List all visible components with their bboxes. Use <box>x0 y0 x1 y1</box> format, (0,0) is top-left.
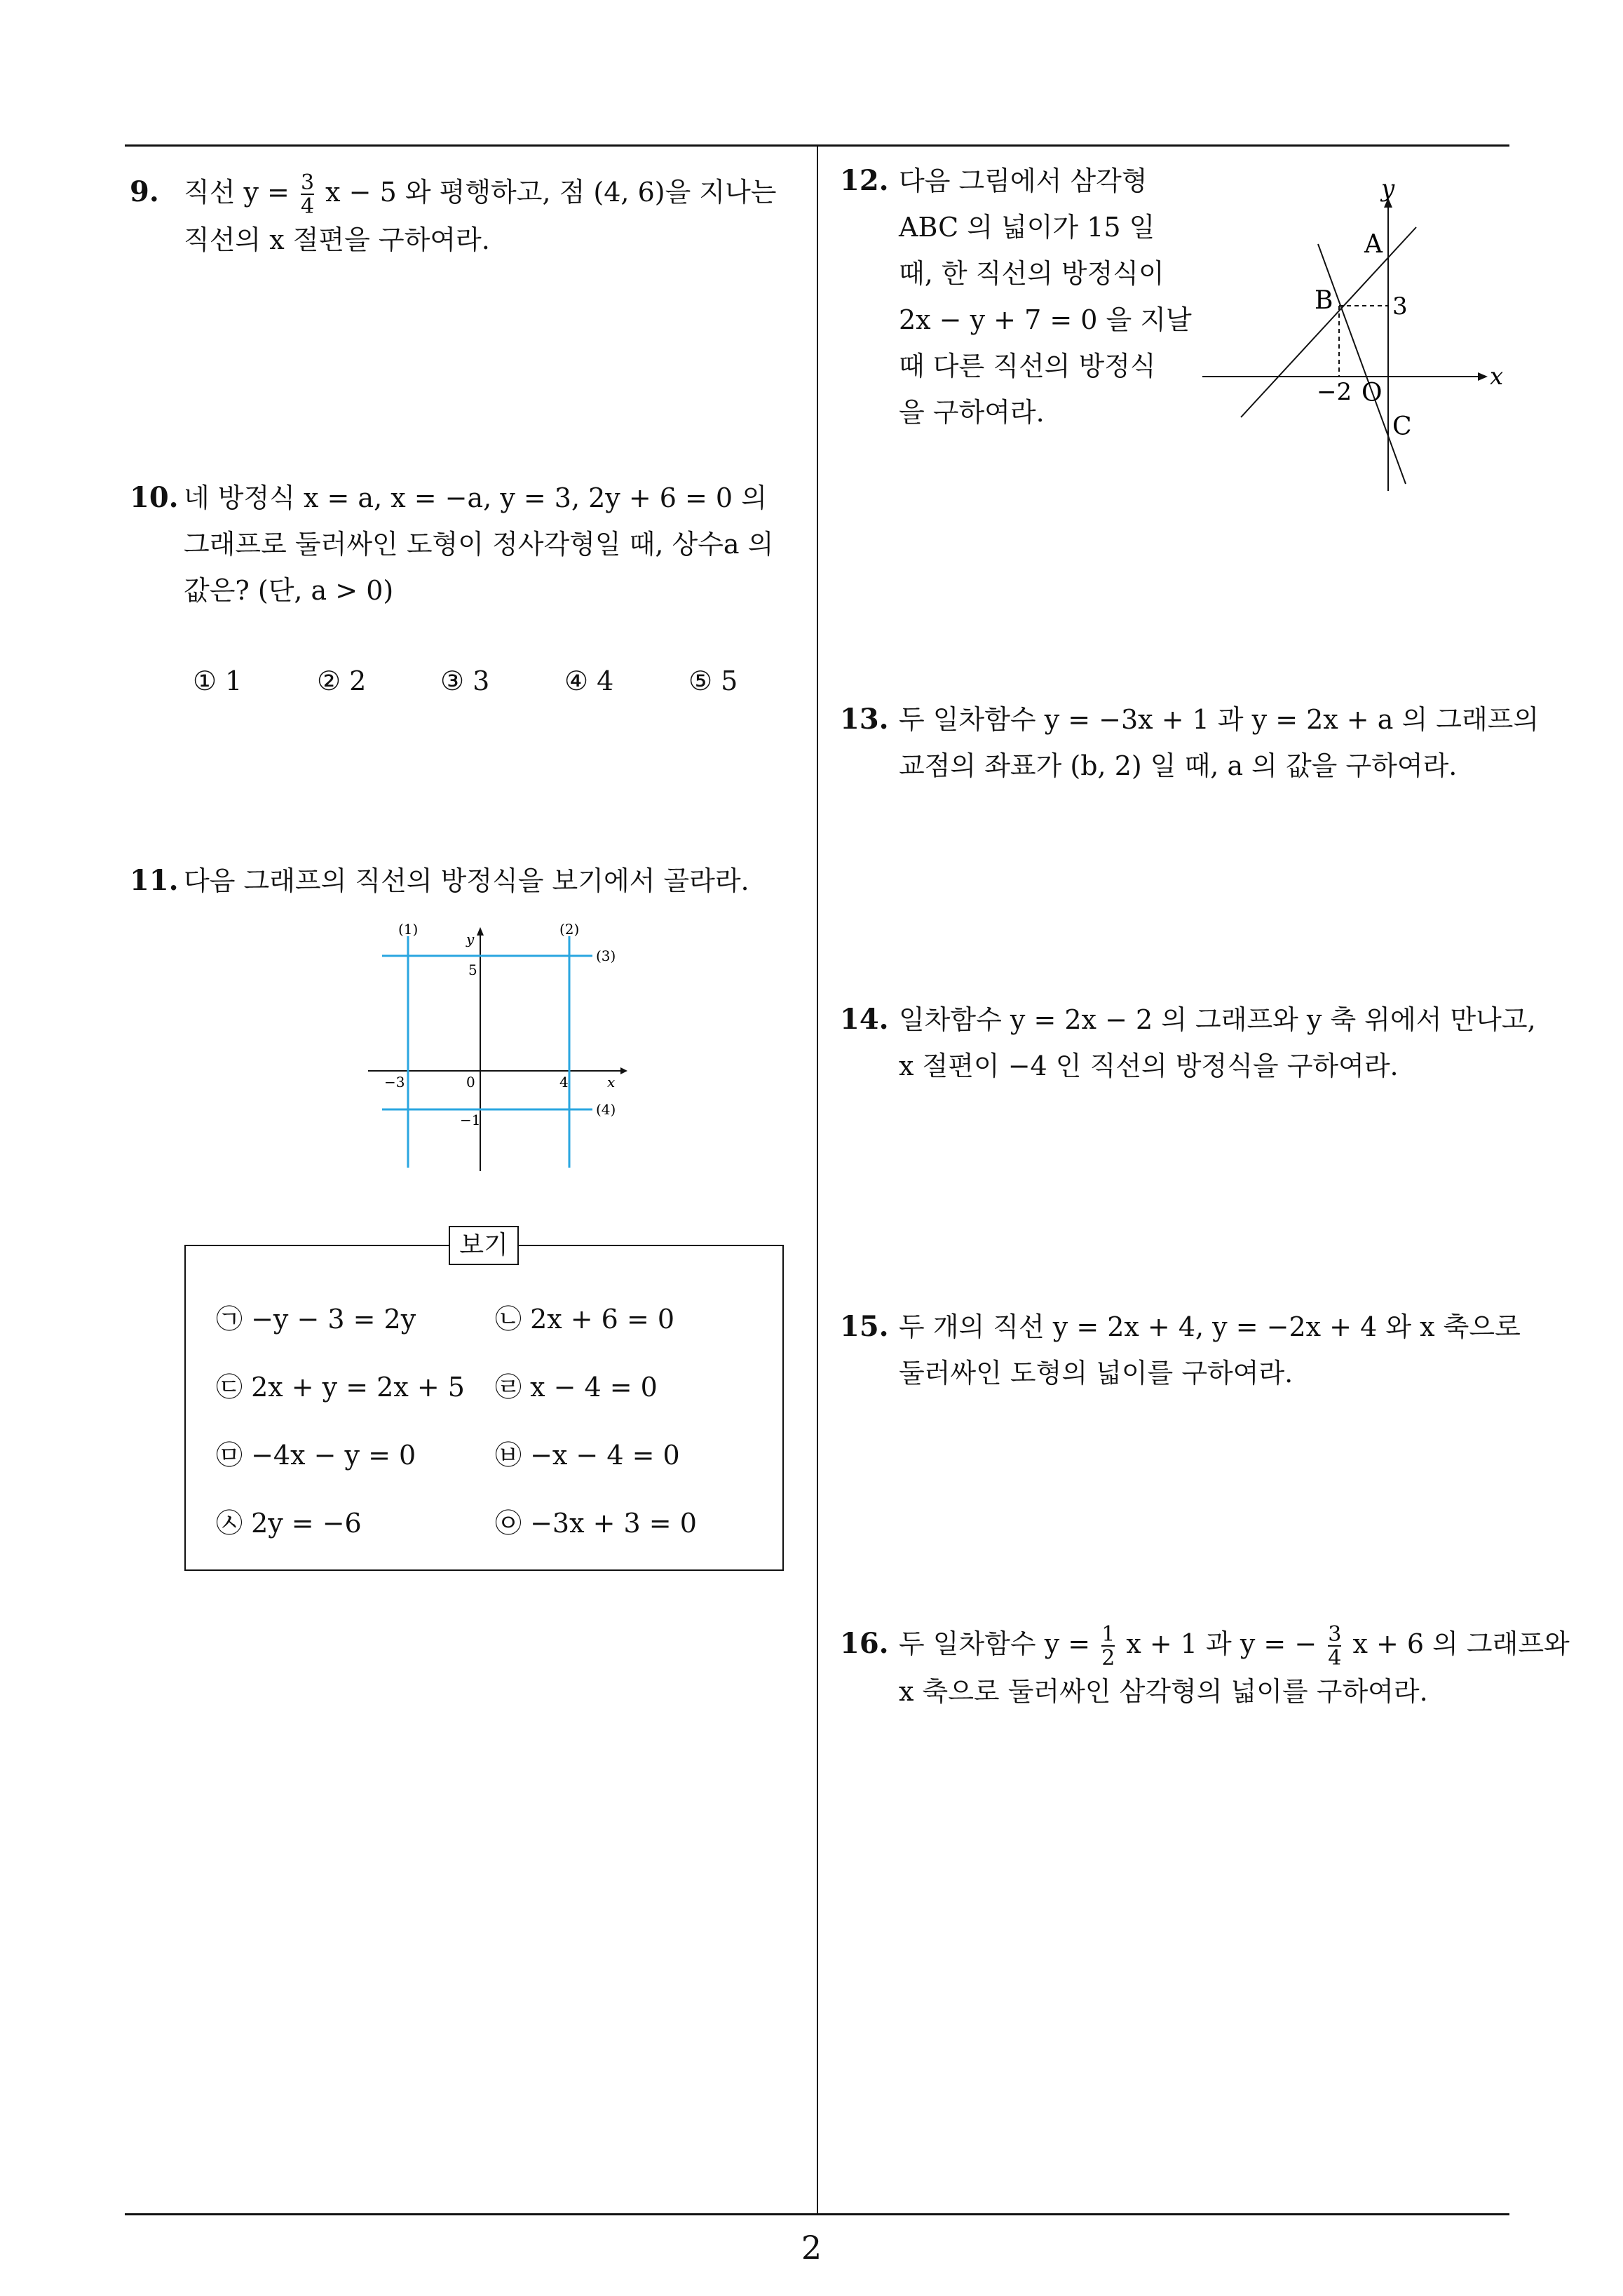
question-number: 13. <box>840 703 889 736</box>
y-axis-arrow <box>477 927 484 936</box>
text-fragment: 두 일차함수 y = <box>899 1628 1091 1659</box>
x-axis-label: x <box>607 1074 616 1090</box>
question-number: 15. <box>840 1310 889 1343</box>
fraction-2 <box>1328 1621 1342 1670</box>
question-text-line-2: x 절편이 −4 인 직선의 방정식을 구하여라. <box>899 1051 1399 1081</box>
question-text-line-5: 때 다른 직선의 방정식 <box>899 351 1156 381</box>
question-number: 11. <box>130 864 179 897</box>
x-axis-arrow <box>1478 372 1488 381</box>
question-text-line-1: 두 개의 직선 y = 2x + 4, y = −2x + 4 와 x 축으로 <box>899 1311 1521 1342</box>
tick-neg3: −3 <box>384 1074 405 1090</box>
tick-neg1: −1 <box>460 1112 481 1128</box>
bogi-item-7[interactable]: ㉦ 2y = −6 <box>216 1508 362 1539</box>
label-line-2: (2) <box>559 921 580 938</box>
question-text-line-2: ABC 의 넓이가 15 일 <box>899 212 1155 243</box>
question-number: 16. <box>840 1627 889 1660</box>
q12-figure <box>1192 175 1514 498</box>
text-fragment: x + 6 의 그래프와 <box>1352 1628 1570 1659</box>
fraction <box>300 170 315 219</box>
tick-neg2: −2 <box>1317 378 1352 406</box>
choice-1[interactable]: ① 1 <box>193 666 243 696</box>
question-text-line-1 <box>184 170 777 217</box>
numerator: 3 <box>1328 1621 1342 1647</box>
question-text-line-1: 네 방정식 x = a, x = −a, y = 3, 2y + 6 = 0 의 <box>184 482 767 513</box>
question-number: 10. <box>130 481 179 514</box>
bogi-item-1[interactable]: ㉠ −y − 3 = 2y <box>216 1304 416 1335</box>
question-text-line-2: 교점의 좌표가 (b, 2) 일 때, a 의 값을 구하여라. <box>899 750 1458 781</box>
question-number: 9. <box>130 175 159 208</box>
question-text-line-1: 다음 그림에서 삼각형 <box>899 166 1148 196</box>
bogi-item-4[interactable]: ㉣ x − 4 = 0 <box>495 1372 658 1403</box>
origin-label: O <box>1361 379 1383 407</box>
y-axis-label: y <box>1381 175 1395 203</box>
label-line-1: (1) <box>398 921 419 938</box>
text-fragment: 직선 y = <box>184 177 290 208</box>
point-c-label: C <box>1392 412 1412 441</box>
bogi-item-2[interactable]: ㉡ 2x + 6 = 0 <box>495 1304 675 1335</box>
bogi-item-8[interactable]: ㉧ −3x + 3 = 0 <box>495 1508 697 1539</box>
question-number: 12. <box>840 164 889 197</box>
label-line-3: (3) <box>596 947 616 964</box>
bogi-item-5[interactable]: ㉤ −4x − y = 0 <box>216 1440 416 1471</box>
tick-5: 5 <box>468 961 477 978</box>
question-text-line-3: 값은? (단, a > 0) <box>184 575 394 606</box>
question-text-line-2: 둘러싸인 도형의 넓이를 구하여라. <box>899 1358 1293 1389</box>
label-line-4: (4) <box>596 1101 616 1118</box>
question-text-line-2: x 축으로 둘러싸인 삼각형의 넓이를 구하여라. <box>899 1676 1428 1707</box>
choice-2[interactable]: ② 2 <box>317 666 367 696</box>
question-number: 14. <box>840 1003 889 1036</box>
choice-5[interactable]: ⑤ 5 <box>688 666 738 696</box>
text-fragment: x − 5 와 평행하고, 점 (4, 6)을 지나는 <box>325 177 777 208</box>
bogi-item-3[interactable]: ㉢ 2x + y = 2x + 5 <box>216 1372 465 1403</box>
question-text-line-2: 그래프로 둘러싸인 도형이 정사각형일 때, 상수a 의 <box>184 529 774 560</box>
bogi-title: 보기 <box>449 1226 519 1265</box>
bogi-item-6[interactable]: ㉥ −x − 4 = 0 <box>495 1440 680 1471</box>
column-divider <box>817 146 818 2215</box>
fraction-1 <box>1101 1621 1115 1670</box>
denominator: 2 <box>1101 1645 1115 1670</box>
question-text-line-4: 2x − y + 7 = 0 을 지날 <box>899 304 1192 335</box>
question-text-line-2: 직선의 x 절편을 구하여라. <box>184 224 490 255</box>
tick-3: 3 <box>1392 292 1408 320</box>
tick-4: 4 <box>559 1074 569 1090</box>
page-number: 2 <box>801 2229 822 2267</box>
question-text-line-1: 두 일차함수 y = −3x + 1 과 y = 2x + a 의 그래프의 <box>899 704 1540 735</box>
question-text-line-6: 을 구하여라. <box>899 397 1045 428</box>
point-b-label: B <box>1315 286 1333 315</box>
question-text-line-1: 일차함수 y = 2x − 2 의 그래프와 y 축 위에서 만나고, <box>899 1004 1536 1035</box>
question-text-line-3: 때, 한 직선의 방정식이 <box>899 258 1164 289</box>
q11-graph <box>365 919 631 1178</box>
line-bc <box>1318 244 1406 484</box>
denominator: 4 <box>300 194 315 219</box>
question-text-line-1 <box>899 1621 1570 1669</box>
text-fragment: x + 1 과 y = − <box>1126 1628 1317 1659</box>
numerator: 3 <box>300 170 315 195</box>
choice-4[interactable]: ④ 4 <box>564 666 614 696</box>
tick-0: 0 <box>466 1074 475 1090</box>
bottom-rule <box>125 2213 1509 2215</box>
choice-3[interactable]: ③ 3 <box>440 666 490 696</box>
numerator: 1 <box>1101 1621 1115 1647</box>
denominator: 4 <box>1328 1645 1342 1670</box>
x-axis-arrow <box>620 1067 627 1074</box>
y-axis-label: y <box>466 931 475 947</box>
point-a-label: A <box>1364 230 1383 259</box>
x-axis-label: x <box>1490 363 1504 391</box>
question-text-line-1: 다음 그래프의 직선의 방정식을 보기에서 골라라. <box>184 865 749 896</box>
